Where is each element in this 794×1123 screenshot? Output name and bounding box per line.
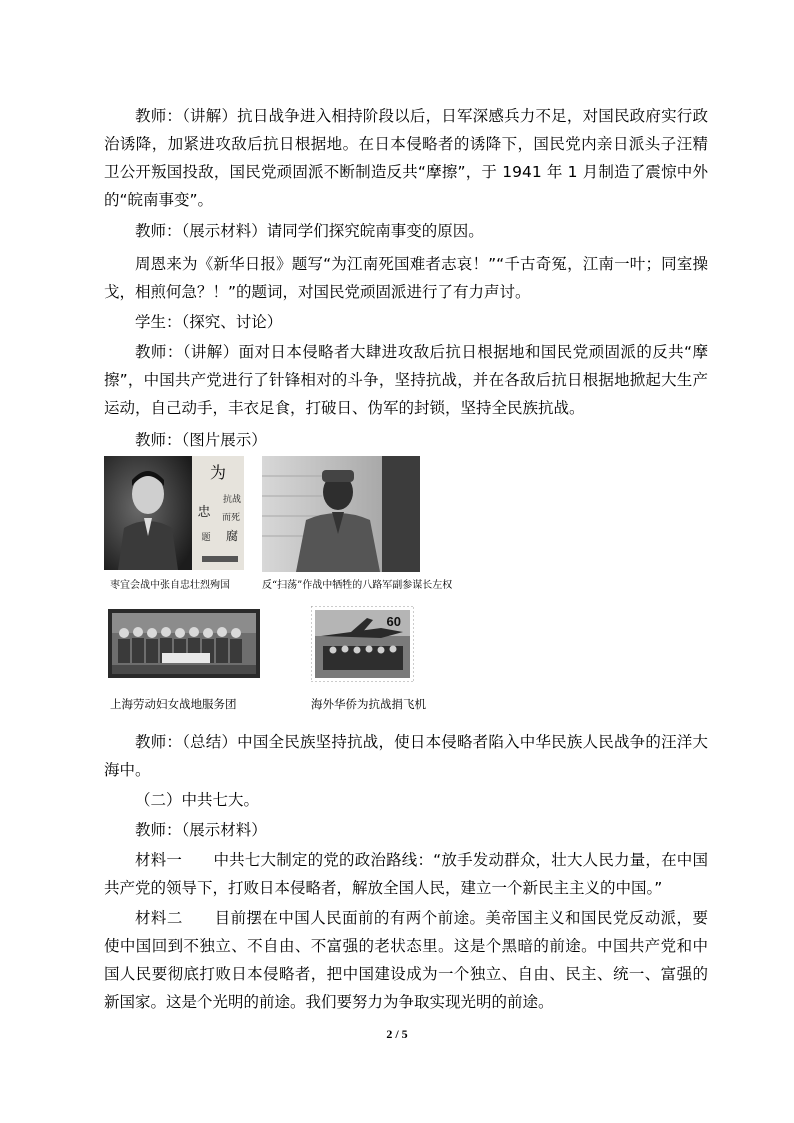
caption-overseas-chinese-stamp: 海外华侨为抗战捐飞机 [311,697,426,711]
caption-zuo-quan: 反“扫荡”作战中牺牲的八路军副参谋长左权 [262,580,453,591]
shanghai-women-group-image [108,609,260,678]
paragraph-ccp-struggle: 教师：（讲解）面对日本侵略者大肆进攻敌后抗日根据地和国民党顽固派的反共“摩擦”，中国共产党进行了针锋相对的斗争，坚持抗战，并在各敌后抗日根据地掀起大生产运动，自己动手，丰衣足食，打破日、伪军的封锁，坚持全民族抗战。 [104,343,708,417]
section-heading-seventh-congress: （二）中共七大。 [135,791,260,809]
paragraph-picture-display: 教师：（图片展示） [135,431,267,449]
svg-text:抗战: 抗战 [222,495,242,505]
photo-zhang-zizhong [104,456,244,570]
paragraph-explore-causes: 教师：（展示材料）请同学们探究皖南事变的原因。 [135,222,484,240]
paragraph-summary: 教师：（总结）中国全民族坚持抗战，使日本侵略者陷入中华民族人民战争的汪洋大海中。 [104,733,708,779]
paragraph-zhou-enlai-inscription: 周恩来为《新华日报》题写“为江南死国难者志哀！”“千古奇冤，江南一叶；同室操戈，相煎何急？！”的题词，对国民党顽固派进行了有力声讨。 [104,255,708,301]
stamp-value: 60 [386,614,401,629]
overseas-chinese-stamp-image [311,606,414,682]
paragraph-material-two: 材料二 目前摆在中国人民面前的有两个前途。美帝国主义和国民党反动派，要使中国回到不独立、不自由、不富强的老状态里。这是个黑暗的前途。中国共产党和中国人民要彻底打败日本侵略者，把中国建设成为一个独立、自由、民主、统一、富强的新国家。这是个光明的前途。我们要努力为争取实现光明的前途。 [104,909,708,1011]
zuo-quan-portrait-image [262,456,420,572]
svg-text:为: 为 [209,463,227,482]
paragraph-show-material: 教师：（展示材料） [135,821,267,839]
photo-overseas-chinese-stamp [311,606,414,682]
zhang-zizhong-portrait-image [104,456,244,570]
photo-zuo-quan [262,456,420,572]
caption-zhang-zizhong: 枣宜会战中张自忠壮烈殉国 [110,580,230,591]
svg-text:腐: 腐 [225,529,239,543]
paragraph-student-discussion: 学生：（探究、讨论） [135,313,283,331]
paragraph-material-one: 材料一 中共七大制定的党的政治路线：“放手发动群众，壮大人民力量，在中国共产党的领导下，打败日本侵略者，解放全国人民，建立一个新民主主义的中国。” [104,851,708,897]
page-number: 2 / 5 [386,1027,408,1041]
svg-text:忠: 忠 [197,505,211,520]
svg-text:而死: 而死 [221,513,241,523]
photo-shanghai-women-group [108,609,260,678]
paragraph-wannan-incident-intro: 教师：（讲解）抗日战争进入相持阶段以后，日军深感兵力不足，对国民政府实行政治诱降，加紧进攻敌后抗日根据地。在日本侵略者的诱降下，国民党内亲日派头子汪精卫公开叛国投敌，国民党顽固派不断制造反共“摩擦”，于 1941 年 1 月制造了震惊中外的“皖南事变”。 [104,107,708,209]
svg-text:题: 题 [201,533,211,543]
caption-shanghai-women-group: 上海劳动妇女战地服务团 [110,697,237,711]
